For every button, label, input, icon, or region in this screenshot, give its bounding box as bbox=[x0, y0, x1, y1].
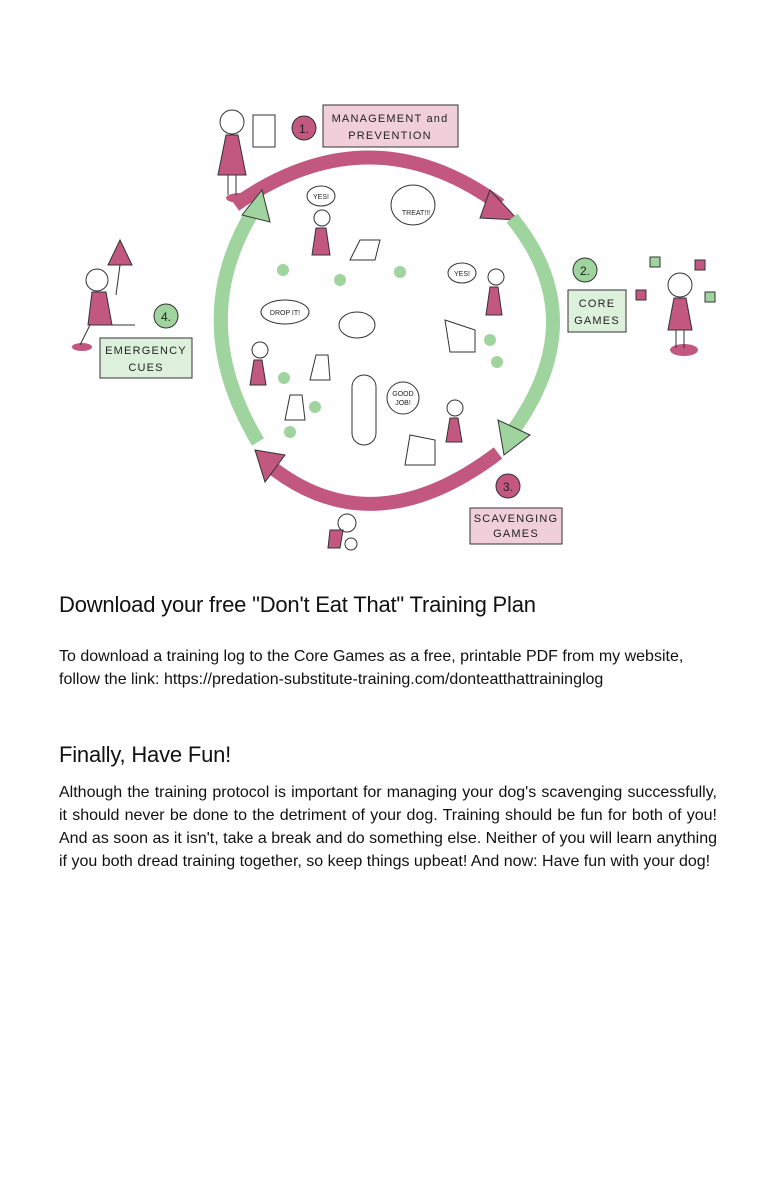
step-4-label: CUES bbox=[128, 362, 164, 374]
person-scavenging-icon bbox=[328, 514, 357, 550]
cycle-arrow-pink-bottom bbox=[255, 450, 498, 504]
speech-bubble-yes bbox=[307, 186, 335, 206]
speech-bubble-good-job bbox=[387, 382, 419, 414]
person-juggling-puzzle-icon bbox=[636, 257, 715, 356]
step-1-number: 1. bbox=[298, 122, 310, 136]
step-4-label: EMERGENCY bbox=[105, 345, 187, 357]
step-2-label: GAMES bbox=[574, 315, 620, 327]
step-3-number: 3. bbox=[502, 480, 514, 494]
section-body-download: To download a training log to the Core Games as a free, printable PDF from my website, follow the link: https://predation-substitute-training.com/donteatthattraininglog bbox=[59, 648, 684, 688]
person-with-umbrella-icon bbox=[72, 240, 135, 351]
section-body-have-fun: Although the training protocol is important for managing your dog's scavenging successfully, it should never be done to the detriment of your dog. Training should be fun for both of you! And as soon as it isn't, take a break and do something else. Neither of you will learn anything if you both dread training together, so keep things upbeat! And now: Have fun with your dog! bbox=[59, 784, 717, 870]
svg-text:YES!: YES! bbox=[313, 194, 329, 201]
svg-text:GOOD: GOOD bbox=[392, 391, 414, 398]
svg-text:DROP IT!: DROP IT! bbox=[269, 310, 301, 317]
svg-text:JOB!: JOB! bbox=[395, 400, 411, 407]
speech-bubble-yes-right bbox=[448, 263, 476, 283]
step-4-number: 4. bbox=[160, 310, 172, 324]
svg-text:TREAT!!!: TREAT!!! bbox=[401, 210, 431, 217]
svg-text:YES!: YES! bbox=[454, 271, 470, 278]
section-heading-have-fun: Finally, Have Fun! bbox=[59, 742, 232, 767]
step-1-label: MANAGEMENT and bbox=[331, 113, 449, 125]
cycle-arrow-green-right bbox=[498, 218, 553, 455]
step-3-label: SCAVENGING bbox=[473, 513, 559, 525]
section-heading-download: Download your free "Don't Eat That" Training Plan bbox=[59, 592, 536, 617]
thought-bubble-treat bbox=[391, 185, 435, 225]
speech-bubble-drop-it bbox=[261, 300, 309, 324]
step-1-label: PREVENTION bbox=[348, 130, 432, 142]
training-cycle-illustration bbox=[50, 90, 730, 560]
thought-bubble-bone bbox=[339, 312, 375, 338]
step-2-label: CORE bbox=[578, 298, 616, 310]
step-2-number: 2. bbox=[579, 264, 591, 278]
cycle-arrow-pink-top bbox=[235, 158, 518, 221]
step-3-label: GAMES bbox=[493, 528, 539, 540]
